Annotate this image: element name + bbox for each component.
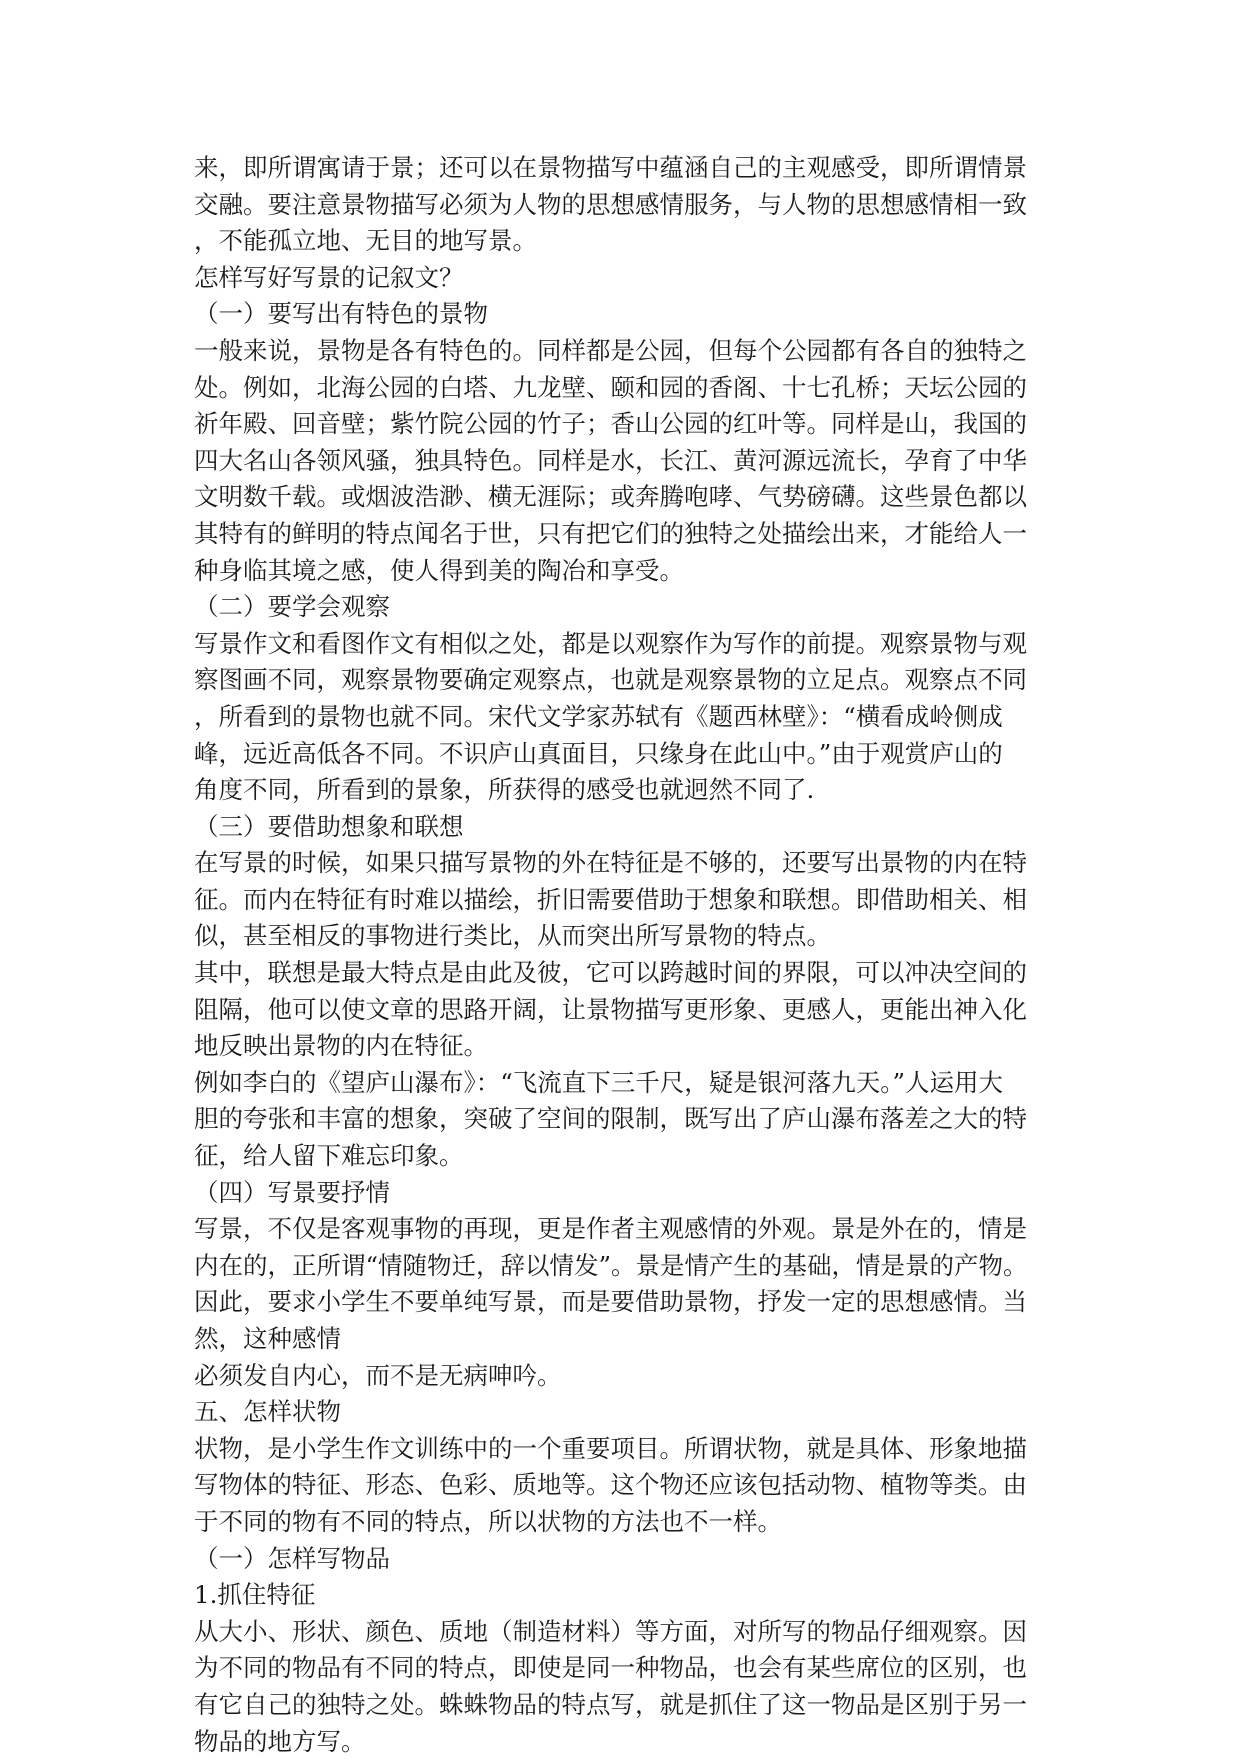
- subsection-heading: 1.抓住特征: [194, 1580, 316, 1610]
- subsection-heading: （一）怎样写物品: [194, 1543, 390, 1573]
- text-line: 种身临其境之感，使人得到美的陶冶和享受。: [194, 555, 684, 585]
- text-line: 察图画不同，观察景物要确定观察点，也就是观察景物的立足点。观察点不同: [194, 665, 1027, 695]
- text-line: 似，甚至相反的事物进行类比，从而突出所写景物的特点。: [194, 921, 831, 951]
- text-line: 阻隔，他可以使文章的思路开阔，让景物描写更形象、更感人，更能出神入化: [194, 994, 1027, 1024]
- subsection-heading: （四）写景要抒情: [194, 1177, 390, 1207]
- text-line: 写物体的特征、形态、色彩、质地等。这个物还应该包括动物、植物等类。由: [194, 1470, 1027, 1500]
- text-line: 一般来说，景物是各有特色的。同样都是公园，但每个公园都有各自的独特之: [194, 335, 1027, 365]
- text-line: 必须发自内心，而不是无病呻吟。: [194, 1360, 562, 1390]
- text-line: 在写景的时候，如果只描写景物的外在特征是不够的，还要写出景物的内在特: [194, 848, 1027, 878]
- text-line: 征，给人留下难忘印象。: [194, 1141, 464, 1171]
- subsection-heading: （二）要学会观察: [194, 592, 390, 622]
- text-line: 文明数千载。或烟波浩渺、横无涯际；或奔腾咆哮、气势磅礴。这些景色都以: [194, 482, 1027, 512]
- text-line: 交融。要注意景物描写必须为人物的思想感情服务，与人物的思想感情相一致: [194, 189, 1027, 219]
- text-line: 征。而内在特征有时难以描绘，折旧需要借助于想象和联想。即借助相关、相: [194, 884, 1027, 914]
- text-line: 物品的地方写。: [194, 1726, 366, 1756]
- text-line: 四大名山各领风骚，独具特色。同样是水，长江、黄河源远流长，孕育了中华: [194, 445, 1027, 475]
- text-line: 从大小、形状、颜色、质地（制造材料）等方面，对所写的物品仔细观察。因: [194, 1616, 1027, 1646]
- text-line: 地反映出景物的内在特征。: [194, 1031, 488, 1061]
- text-line: 处。例如，北海公园的白塔、九龙壁、颐和园的香阁、十七孔桥；天坛公园的: [194, 372, 1027, 402]
- text-line: 其中，联想是最大特点是由此及彼，它可以跨越时间的界限，可以冲决空间的: [194, 958, 1027, 988]
- text-line: 来，即所谓寓请于景；还可以在景物描写中蕴涵自己的主观感受，即所谓情景: [194, 153, 1027, 182]
- text-line: 胆的夸张和丰富的想象，突破了空间的限制，既写出了庐山瀑布落差之大的特: [194, 1104, 1027, 1134]
- subsection-heading: （三）要借助想象和联想: [194, 811, 464, 841]
- text-line: 写景，不仅是客观事物的再现，更是作者主观感情的外观。景是外在的，情是: [194, 1214, 1027, 1244]
- text-line: 于不同的物有不同的特点，所以状物的方法也不一样。: [194, 1506, 782, 1536]
- text-line: 为不同的物品有不同的特点，即使是同一种物品，也会有某些席位的区别，也: [194, 1653, 1027, 1683]
- document-page: [194, 150, 1054, 1760]
- text-line: 角度不同，所看到的景象，所获得的感受也就迥然不同了.: [194, 775, 815, 805]
- text-line: 因此，要求小学生不要单纯写景，而是要借助景物，抒发一定的思想感情。当: [194, 1287, 1027, 1317]
- text-line: ，所看到的景物也就不同。宋代文学家苏轼有《题西林壁》：“横看成岭侧成: [194, 701, 1003, 731]
- text-line: 然，这种感情: [194, 1324, 341, 1353]
- section-heading: 怎样写好写景的记叙文？: [194, 262, 464, 292]
- text-line: 祈年殿、回音壁；紫竹院公园的竹子；香山公园的红叶等。同样是山，我国的: [194, 409, 1027, 439]
- text-line: 写景作文和看图作文有相似之处，都是以观察作为写作的前提。观察景物与观: [194, 628, 1027, 658]
- text-line: 有它自己的独特之处。蛛蛛物品的特点写，就是抓住了这一物品是区别于另一: [194, 1689, 1027, 1719]
- section-heading: 五、怎样状物: [194, 1397, 341, 1427]
- text-line: 内在的，正所谓“情随物迁，辞以情发”。景是情产生的基础，情是景的产物。: [194, 1250, 1028, 1280]
- text-line: 峰，远近高低各不同。不识庐山真面目，只缘身在此山中。”由于观赏庐山的: [194, 738, 1003, 768]
- text-line: ，不能孤立地、无目的地写景。: [194, 226, 537, 256]
- text-line: 状物，是小学生作文训练中的一个重要项目。所谓状物，就是具体、形象地描: [194, 1433, 1027, 1463]
- text-line: 其特有的鲜明的特点闻名于世，只有把它们的独特之处描绘出来，才能给人一: [194, 518, 1027, 548]
- subsection-heading: （一）要写出有特色的景物: [194, 299, 488, 329]
- text-line: 例如李白的《望庐山瀑布》：“飞流直下三千尺，疑是银河落九天。”人运用大: [194, 1067, 1004, 1097]
